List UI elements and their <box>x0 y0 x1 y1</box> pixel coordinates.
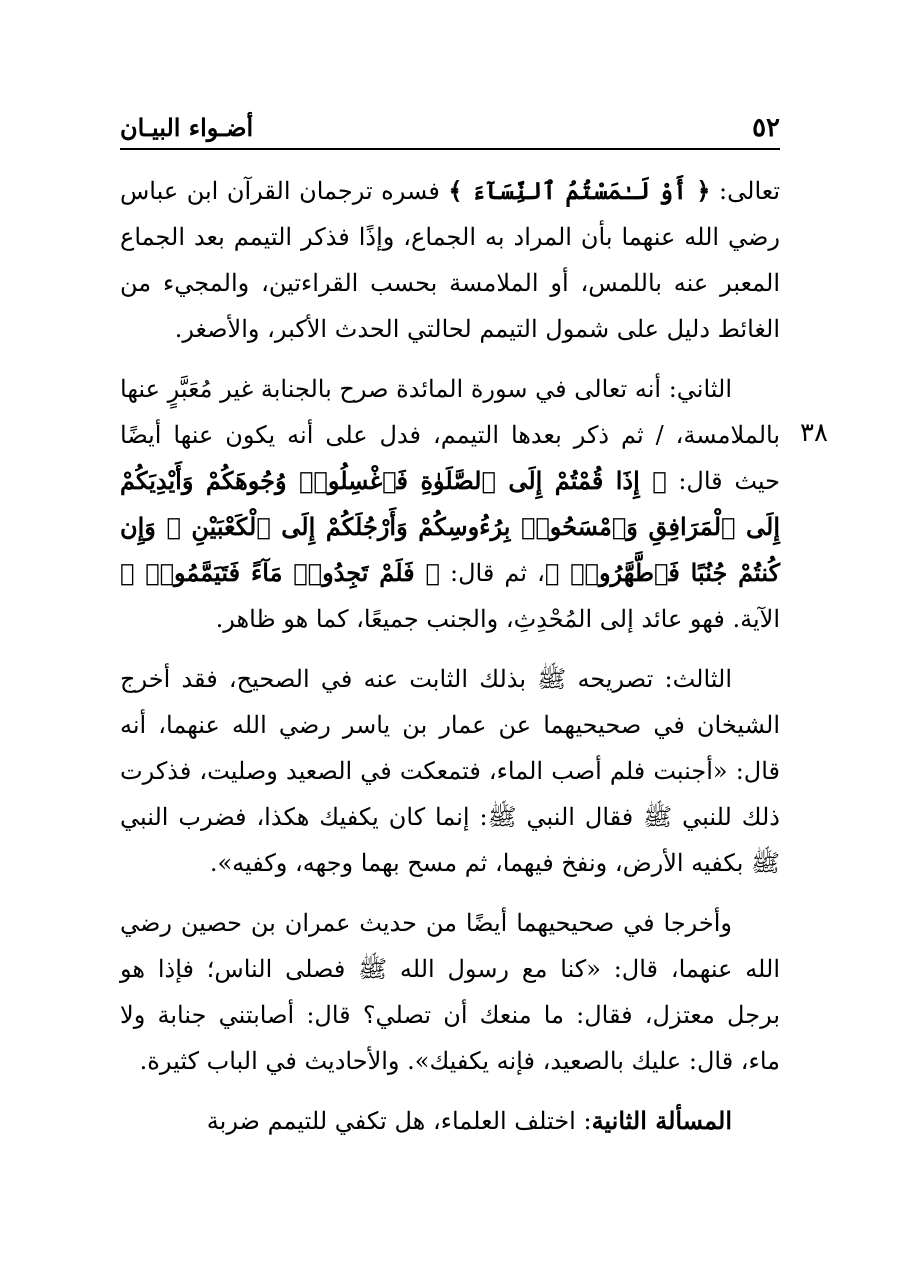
margin-page-reference: ٣٨ <box>800 418 828 448</box>
paragraph-1-text-b: فسره ترجمان القرآن ابن عباس رضي الله عنهما بأن المراد به الجماع، وإذًا فذكر التيمم بعد الجماع المعبر عنه باللمس، أو الملامسة بحسب القراءتين، والمجيء من الغائط دليل على شمول التيمم لحالتي الحدث الأكبر، والأصغر. <box>120 177 780 343</box>
body-text <box>120 168 780 1158</box>
paragraph-3: الثالث: تصريحه ﷺ بذلك الثابت عنه في الصحيح، فقد أخرج الشيخان في صحيحيهما عن عمار بن ياسر رضي الله عنهما، أنه قال: «أجنبت فلم أصب الماء، فتمعكت في الصعيد وصليت، فذكرت ذلك للنبي ﷺ فقال النبي ﷺ: إنما كان يكفيك هكذا، فضرب النبي ﷺ بكفيه الأرض، ونفخ فيهما، ثم مسح بهما وجهه، وكفيه». <box>120 665 780 877</box>
paragraph-2-text-c: الآية. فهو عائد إلى المُحْدِثِ، والجنب جميعًا، كما هو ظاهر. <box>215 605 780 633</box>
paragraph-5 <box>120 1098 780 1144</box>
paragraph-1 <box>120 168 780 352</box>
paragraph-2-text-a: الثاني: أنه تعالى في سورة المائدة صرح بالجنابة غير مُعَبَّرٍ عنها بالملامسة، / ثم ذكر بعدها التيمم، فدل على أنه يكون عنها أيضًا حيث قال: <box>120 375 780 495</box>
section-heading: المسألة الثانية <box>591 1106 732 1135</box>
paragraph-5-text: : اختلف العلماء، هل تكفي للتيمم ضربة <box>206 1107 592 1135</box>
quran-verse: ﴿ إِذَا قُمْتُمْ إِلَى ٱلصَّلَوٰةِ فَٱغْسِلُوا۟ وُجُوهَكُمْ وَأَيْدِيَكُمْ إِلَى ٱلْمَرَافِقِ وَٱمْسَحُوا۟ بِرُءُوسِكُمْ وَأَرْجُلَكُمْ إِلَى ٱلْكَعْبَيْنِ ۚ وَإِن كُنتُمْ جُنُبًا فَٱطَّهَّرُوا۟ ﴾ <box>120 466 781 587</box>
book-title: أضـواء البيـان <box>120 113 254 142</box>
quran-verse: ﴿ أَوْ لَـٰمَسْتُمُ ٱلنِّسَآءَ ﴾ <box>448 176 711 205</box>
page-number: ٥٢ <box>752 113 780 143</box>
page-header <box>120 108 780 150</box>
paragraph-1-text-a: تعالى: <box>710 177 781 205</box>
paragraph-2-text-b: ، ثم قال: <box>439 559 545 587</box>
paragraph-2 <box>120 366 780 642</box>
quran-verse: ﴿ فَلَمْ تَجِدُوا۟ مَآءً فَتَيَمَّمُوا۟ ﴾ <box>120 558 440 587</box>
paragraph-4: وأخرجا في صحيحيهما أيضًا من حديث عمران بن حصين رضي الله عنهما، قال: «كنا مع رسول الله ﷺ فصلى الناس؛ فإذا هو برجل معتزل، فقال: ما منعك أن تصلي؟ قال: أصابتني جنابة ولا ماء، قال: عليك بالصعيد، فإنه يكفيك». والأحاديث في الباب كثيرة. <box>120 909 780 1075</box>
